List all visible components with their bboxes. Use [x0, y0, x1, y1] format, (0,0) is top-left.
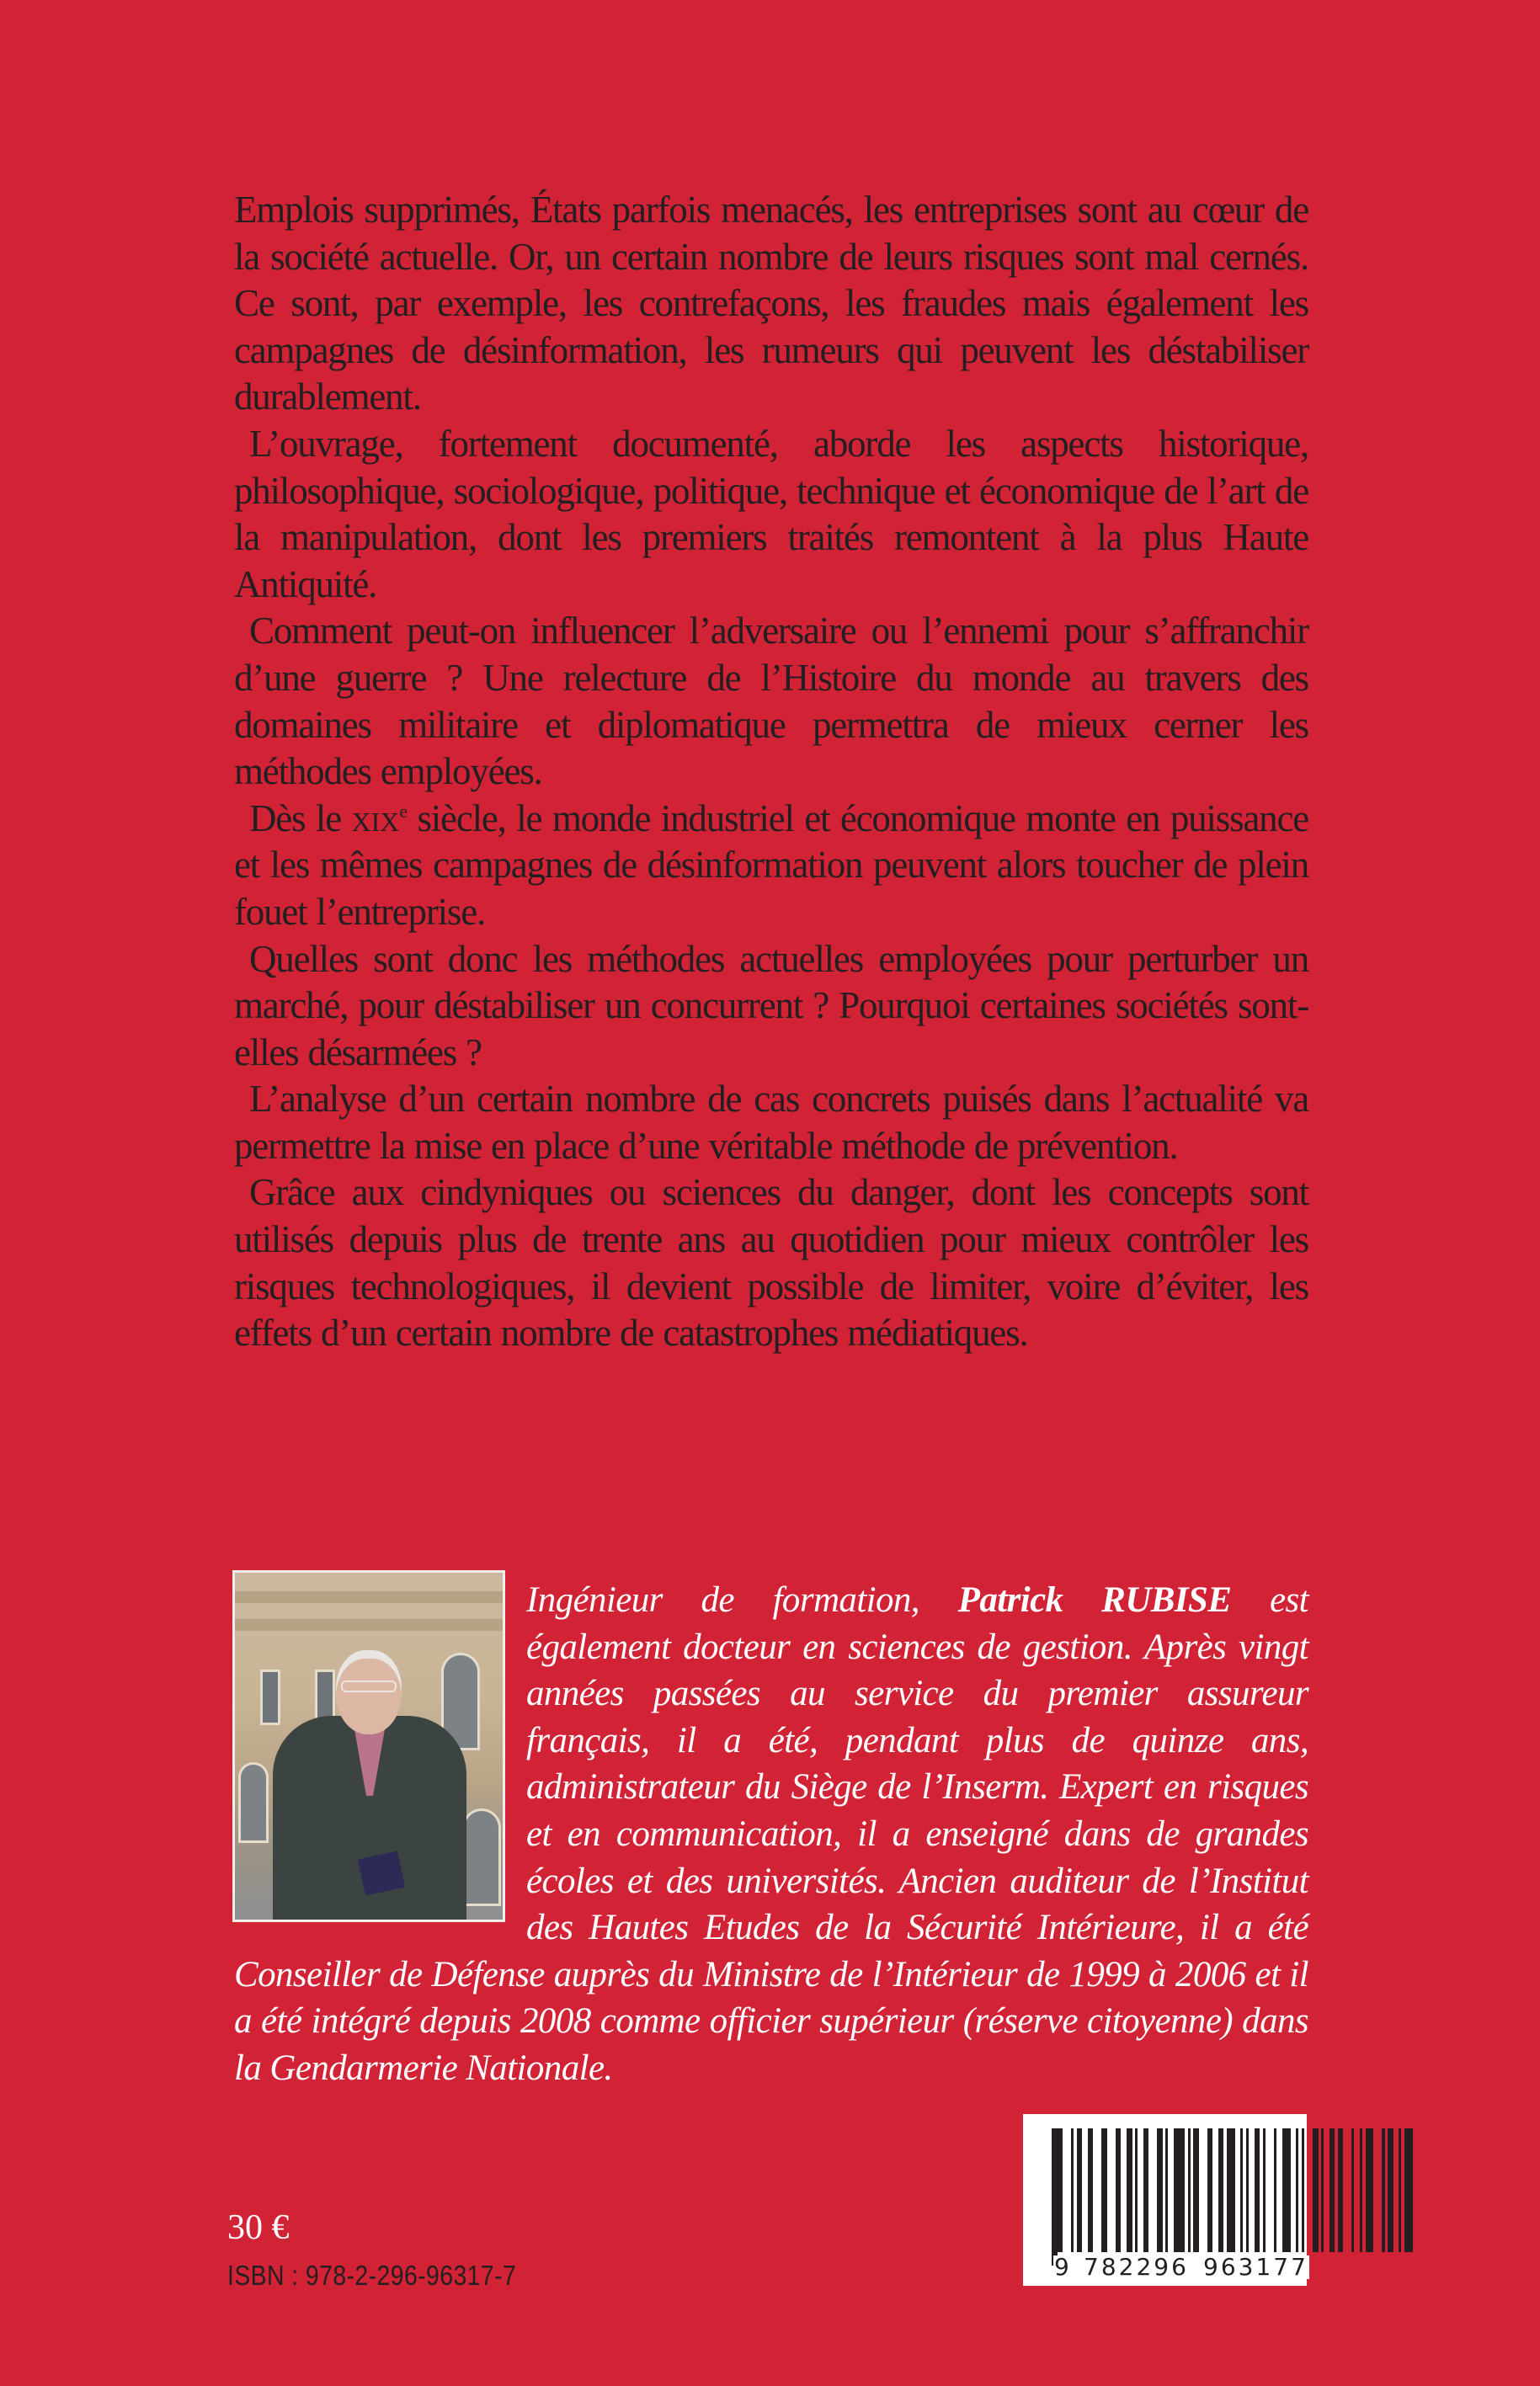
barcode-bar: [1207, 2128, 1213, 2252]
barcode: [1023, 2114, 1307, 2286]
barcode-bar: [1088, 2128, 1094, 2252]
photo-spacer: [234, 1577, 526, 1949]
barcode-bar: [1058, 2128, 1063, 2252]
barcode-bar: [1360, 2128, 1362, 2252]
back-cover-blurb: [234, 187, 1308, 1357]
barcode-bar: [1388, 2128, 1393, 2252]
blurb-paragraph: [234, 796, 1308, 936]
barcode-bar: [1196, 2128, 1198, 2252]
barcode-bar: [1079, 2128, 1082, 2252]
barcode-bar: [1246, 2128, 1249, 2252]
barcode-bars: [1052, 2128, 1300, 2266]
barcode-bar: [1135, 2128, 1138, 2252]
barcode-bar: [1071, 2128, 1074, 2252]
author-bio: [234, 1577, 1308, 2092]
barcode-bar: [1407, 2128, 1413, 2252]
barcode-bar: [1338, 2128, 1344, 2252]
isbn: ISBN : 978-2-296-96317-7: [227, 2260, 517, 2291]
barcode-bar: [1157, 2128, 1163, 2252]
author-name: Patrick RUBISE: [957, 1580, 1232, 1620]
barcode-bar: [1127, 2128, 1132, 2252]
barcode-bar: [1321, 2128, 1324, 2252]
blurb-paragraph: Comment peut-on influencer l’adversaire ou l’ennemi pour s’affranchir d’une guerre ? Une relecture de l’Histoire du monde au travers des domaines militaire et diplomatique permettra de mieux cerner les méthodes employées.: [234, 610, 1308, 793]
barcode-digits-right: 963177: [1203, 2253, 1308, 2281]
barcode-bar: [1399, 2128, 1401, 2252]
barcode-bar: [1105, 2128, 1107, 2252]
barcode-bar: [1368, 2128, 1374, 2252]
century-roman: xix: [351, 796, 400, 839]
bio-intro: Ingénieur de formation,: [526, 1580, 958, 1620]
price: 30 €: [227, 2208, 290, 2247]
barcode-bar: [1227, 2128, 1235, 2252]
century-suffix: e: [399, 800, 407, 822]
blurb-paragraph: L’analyse d’un certain nombre de cas concrets puisés dans l’actualité va permettre la mise en place d’une véritable méthode de prévention.: [234, 1078, 1308, 1167]
barcode-bar: [1182, 2128, 1185, 2252]
barcode-bar: [1240, 2128, 1243, 2252]
barcode-bar: [1255, 2128, 1260, 2252]
text-fragment: siècle, le monde industriel et économique monte en puissance et les mêmes campagnes de désinformation peuvent alors toucher de plein fouet l’entreprise.: [234, 796, 1309, 933]
barcode-bar: [1052, 2128, 1058, 2266]
barcode-bar: [1302, 2128, 1304, 2252]
blurb-paragraph: Grâce aux cindyniques ou sciences du danger, dont les concepts sont utilisés depuis plus de trente ans au quotidien pour mieux contrôler les risques technologiques, il devient possible de limiter, voire d’éviter, les effets d’un certain nombre de catastrophes médiatiques.: [234, 1171, 1308, 1355]
blurb-paragraph: Quelles sont donc les méthodes actuelles employées pour perturber un marché, pour déstabiliser un concurrent ? Pourquoi certaines sociétés sont-elles désarmées ?: [234, 937, 1308, 1073]
barcode-bar: [1296, 2128, 1298, 2252]
text-fragment: Dès le: [249, 796, 352, 839]
barcode-bar: [1165, 2128, 1168, 2252]
barcode-bar: [1116, 2128, 1122, 2252]
barcode-bar: [1382, 2128, 1384, 2252]
barcode-digit-first: 9: [1054, 2253, 1069, 2281]
blurb-paragraph: L’ouvrage, fortement documenté, aborde les aspects historique, philosophique, sociologique, politique, technique et économique de l’art de la manipulation, dont les premiers traités remontent à la plus Haute Antiquité.: [234, 422, 1308, 605]
barcode-bar: [1313, 2128, 1319, 2252]
barcode-bar: [1146, 2128, 1148, 2252]
barcode-bar: [1174, 2128, 1182, 2252]
bio-text: est également docteur en sciences de gestion. Après vingt années passées au service du premier assureur français, il a été, pendant plus de quinze ans, administrateur du Siège de l’Inserm. Expert en risques et en communication, il a enseigné dans de grandes écoles et des universités. Ancien auditeur de l’Institut des Hautes Etudes de la Sécurité Intérieure, il a été Conseiller de Défense auprès du Ministre de l’Intérieur de 1999 à 2006 et il a été intégré depuis 2008 comme officier supérieur (réserve citoyenne) dans la Gendarmerie Nationale.: [234, 1580, 1308, 2088]
barcode-bar: [1287, 2128, 1290, 2252]
blurb-paragraph: Emplois supprimés, États parfois menacés, les entreprises sont au cœur de la société actuelle. Or, un certain nombre de leurs risques sont mal cernés. Ce sont, par exemple, les contrefaçons, les fraudes mais également les campagnes de désinformation, les rumeurs qui peuvent les déstabiliser durablement.: [234, 189, 1308, 418]
barcode-bar: [1274, 2128, 1276, 2252]
barcode-bar: [1221, 2128, 1223, 2252]
barcode-bar: [1351, 2128, 1354, 2252]
barcode-bar: [1188, 2128, 1191, 2252]
barcode-bar: [1263, 2128, 1266, 2252]
barcode-digits-left: 782296: [1084, 2253, 1189, 2281]
barcode-bar: [1332, 2128, 1335, 2252]
barcode-bar: [1282, 2128, 1288, 2252]
